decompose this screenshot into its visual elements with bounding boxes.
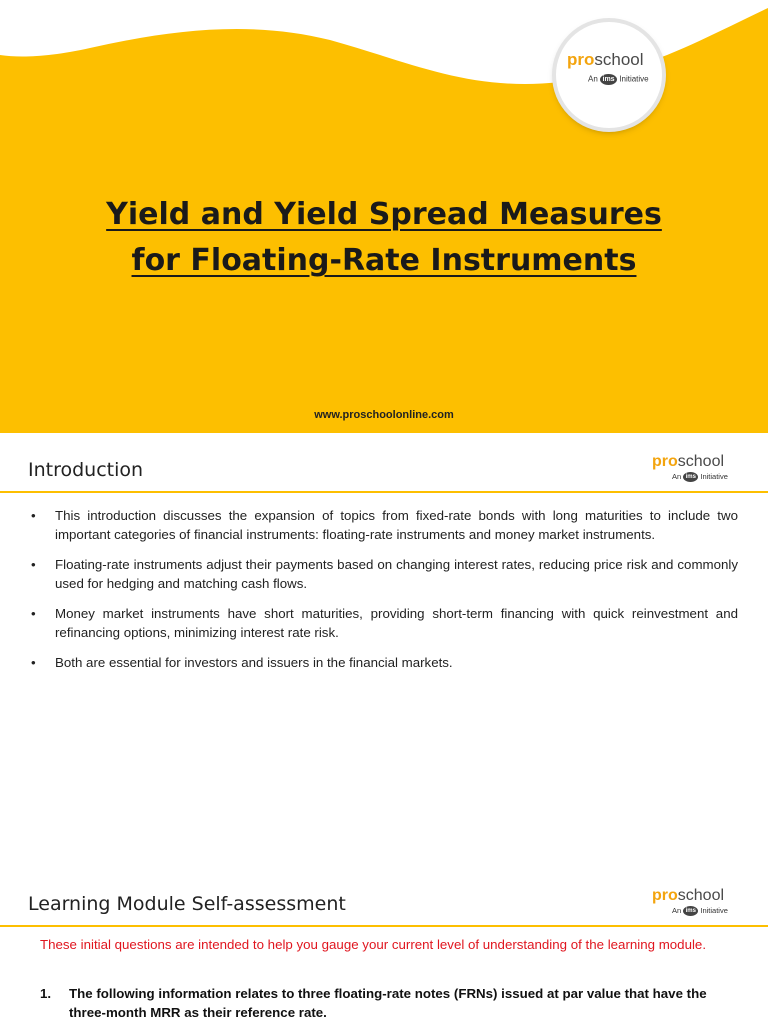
small-logo-word: proschool [652, 453, 725, 470]
self-assessment-intro: These initial questions are intended to help you gauge your current level of understanding of the learning module. [40, 937, 707, 952]
logo-badge [556, 22, 662, 128]
cover-slide [0, 0, 768, 433]
section-divider [0, 491, 768, 493]
logo-school-text: school [594, 50, 644, 69]
ims-logo-icon: ims [600, 74, 617, 85]
question-number: 1. [40, 986, 52, 1001]
website-link: www.proschoolonline.com [314, 409, 454, 421]
logo-tagline [588, 74, 649, 85]
title-line-2: for Floating-Rate Instruments [131, 243, 637, 278]
small-logo-tagline: An ims Initiative [672, 906, 728, 915]
introduction-heading: Introduction [28, 459, 144, 481]
title-line-1: Yield and Yield Spread Measures [106, 197, 662, 232]
bullet-item: • Money market instruments have short maturities, providing short-term financing with quick reinvestment and refinancing options, minimizing interest rate risk. [28, 604, 738, 642]
tagline-prefix: An [588, 74, 598, 84]
proschool-logo [567, 50, 644, 70]
ims-logo-icon: ims [683, 472, 698, 482]
small-logo-tagline: An ims Initiative [672, 472, 728, 481]
bullet-item: • Floating-rate instruments adjust their payments based on changing interest rates, reducing price risk and commonly used for hedging and matching cash flows. [28, 555, 738, 593]
question-text: The following information relates to three floating-rate notes (FRNs) issued at par value that have the three-month MRR as their reference rate. [69, 986, 707, 1020]
tagline-suffix: Initiative [619, 74, 649, 84]
question-1 [40, 984, 740, 1022]
small-logo-word: proschool [652, 887, 725, 904]
bullet-item: • This introduction discusses the expansion of topics from fixed-rate bonds with long maturities to include two important categories of financial instruments: floating-rate instruments and money market instruments. [28, 506, 738, 544]
logo-pro-text: pro [567, 50, 595, 69]
cover-title [0, 192, 768, 284]
introduction-bullet-list [28, 506, 738, 683]
ims-logo-icon: ims [683, 906, 698, 916]
self-assessment-heading: Learning Module Self-assessment [28, 893, 346, 915]
section-divider [0, 925, 768, 927]
bullet-item: • Both are essential for investors and issuers in the financial markets. [28, 653, 738, 672]
